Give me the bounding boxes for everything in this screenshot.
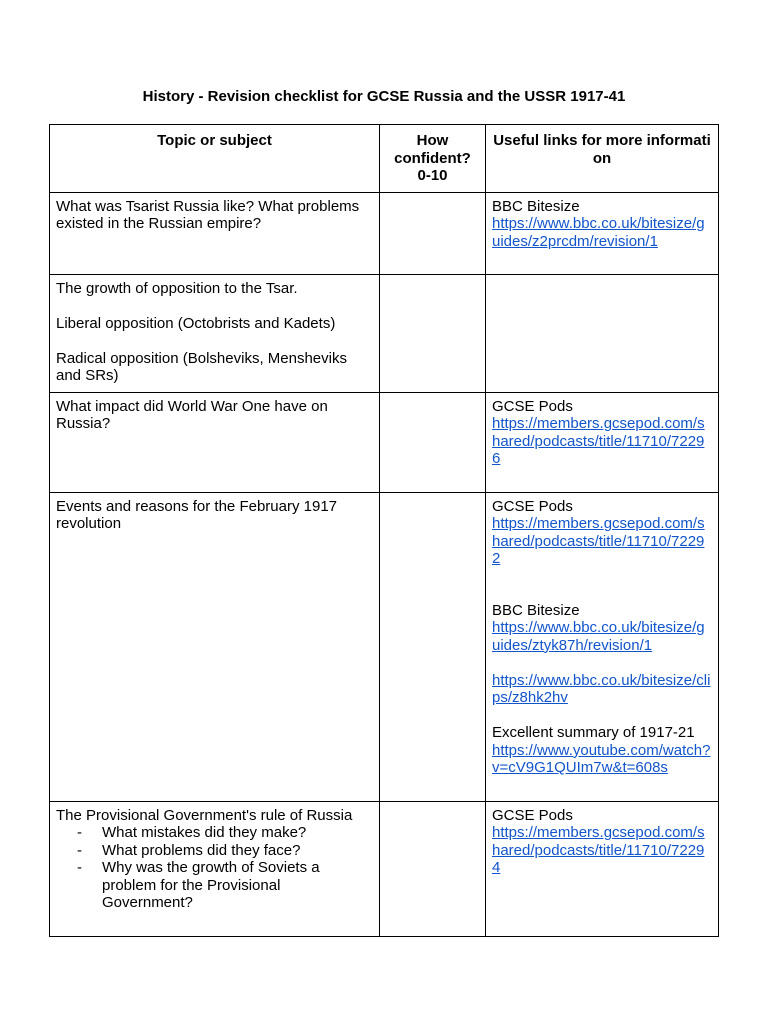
resource-link[interactable]: https://members.gcsepod.com/shared/podcasts/title/11710/72296: [492, 415, 705, 467]
confidence-cell[interactable]: [380, 192, 486, 274]
table-row: [50, 492, 719, 801]
dash-bullet: -: [77, 859, 82, 876]
list-item: [56, 824, 373, 842]
confidence-cell[interactable]: [380, 392, 486, 492]
resource-link[interactable]: https://www.bbc.co.uk/bitesize/guides/z2prcdm/revision/1: [492, 215, 705, 250]
topic-cell: Events and reasons for the February 1917 revolution: [50, 492, 380, 801]
revision-checklist-table: [49, 124, 719, 937]
links-cell: [486, 274, 719, 392]
links-cell: [486, 192, 719, 274]
resource-link[interactable]: https://www.bbc.co.uk/bitesize/clips/z8hk2hv: [492, 671, 711, 706]
document-title: History - Revision checklist for GCSE Russia and the USSR 1917-41: [142, 88, 626, 105]
topic-subpoint-list: [56, 824, 373, 912]
confidence-cell[interactable]: [380, 801, 486, 936]
topic-line: Radical opposition (Bolsheviks, Mensheviks and SRs): [56, 349, 347, 384]
link-source-label: Excellent summary of 1917-21: [492, 724, 695, 741]
links-cell: [486, 392, 719, 492]
dash-bullet: -: [77, 841, 82, 859]
topic-line: The growth of opposition to the Tsar.: [56, 279, 298, 297]
subpoint-text: What mistakes did they make?: [102, 824, 307, 841]
links-cell: [486, 801, 719, 936]
subpoint-text: What problems did they face?: [102, 841, 301, 859]
list-item: [56, 859, 373, 912]
table-row: [50, 392, 719, 492]
header-row: [50, 125, 719, 193]
confidence-column-header: [380, 125, 486, 193]
list-item: [56, 842, 373, 860]
confidence-header-line: confident?: [394, 149, 471, 167]
resource-link[interactable]: https://members.gcsepod.com/shared/podcasts/title/11710/72292: [492, 515, 705, 567]
confidence-header-line: 0-10: [417, 167, 448, 184]
topic-line: Liberal opposition (Octobrists and Kadets): [56, 314, 336, 332]
topic-cell: What was Tsarist Russia like? What problems existed in the Russian empire?: [50, 192, 380, 274]
link-source-label: GCSE Pods: [492, 806, 573, 824]
topic-cell: [50, 274, 380, 392]
confidence-cell[interactable]: [380, 274, 486, 392]
dash-bullet: -: [77, 824, 82, 841]
resource-link[interactable]: https://www.youtube.com/watch?v=cV9G1QUIm7w&t=608s: [492, 741, 711, 776]
table-row: [50, 274, 719, 392]
resource-link[interactable]: https://members.gcsepod.com/shared/podcasts/title/11710/72294: [492, 824, 705, 876]
link-source-label: GCSE Pods: [492, 497, 573, 515]
table-row: [50, 801, 719, 936]
topic-line: The Provisional Government's rule of Russia: [56, 806, 353, 824]
confidence-cell[interactable]: [380, 492, 486, 801]
link-source-label: BBC Bitesize: [492, 601, 580, 619]
subpoint-text: Why was the growth of Soviets a problem for the Provisional Government?: [102, 859, 320, 911]
link-source-label: GCSE Pods: [492, 397, 573, 415]
topic-cell: What impact did World War One have on Russia?: [50, 392, 380, 492]
links-cell: [486, 492, 719, 801]
topic-cell: [50, 801, 380, 936]
topic-column-header: Topic or subject: [50, 125, 380, 193]
table-row: [50, 192, 719, 274]
link-source-label: BBC Bitesize: [492, 197, 580, 215]
confidence-header-line: How: [416, 132, 449, 149]
resource-link[interactable]: https://www.bbc.co.uk/bitesize/guides/ztyk87h/revision/1: [492, 619, 705, 654]
links-column-header: Useful links for more information: [486, 125, 719, 193]
